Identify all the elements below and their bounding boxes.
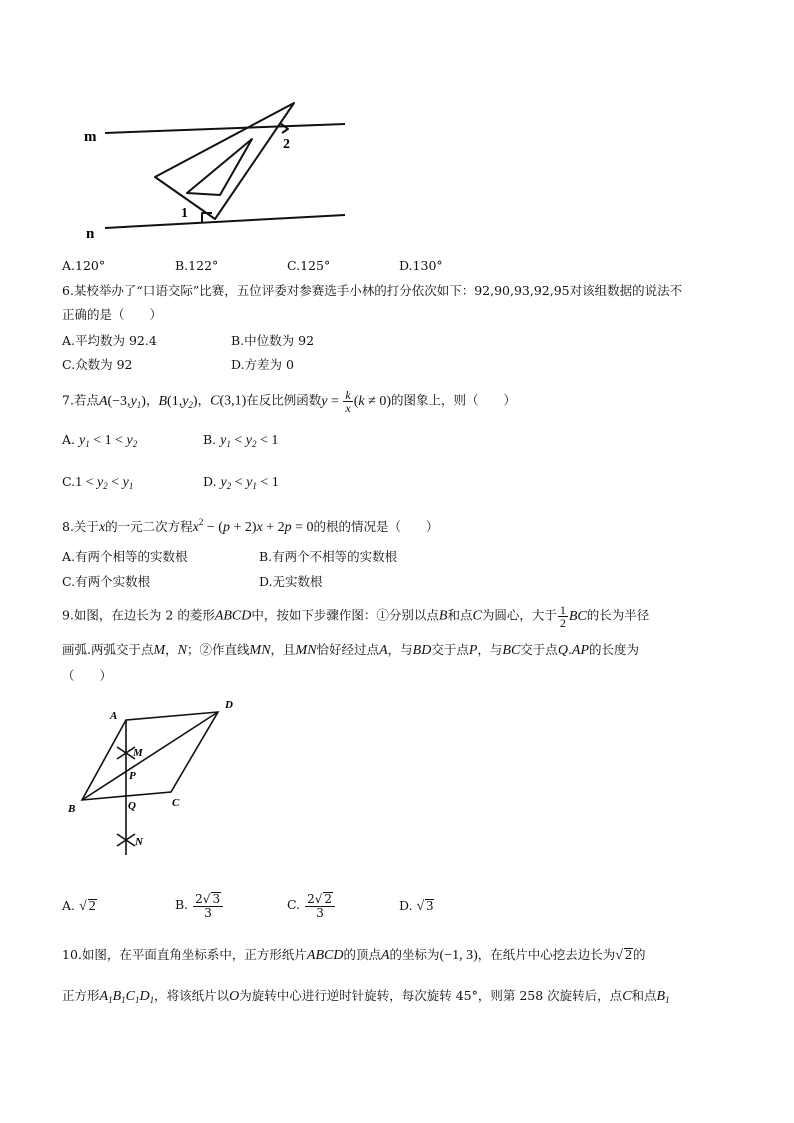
q7-option-a: A. $y_1 < 1 < y_2$: [62, 432, 138, 449]
q6-option-a: A.平均数为 92.4: [62, 333, 157, 348]
q9-stem-line2: 画弧.两弧交于点M，N；②作直线MN，且MN恰好经过点A，与BD交于点P，与BC交于点Q.AP的长度为: [62, 642, 640, 658]
q9-stem-line1: 9.如图，在边长为 2 的菱形ABCD中，按如下步骤作图：①分别以点B和点C为圆心，大于 $\frac{1}{2}$ BC的长为半径: [62, 603, 650, 630]
q7-mid-text: 在反比例函数: [246, 392, 322, 408]
q8-option-b: B.有两个不相等的实数根: [259, 549, 398, 564]
label-n: N: [135, 836, 143, 848]
q7-tail-text: 的图象上，则（ ）: [391, 392, 517, 408]
label-a: A: [110, 710, 118, 722]
q9-option-c: C. $\frac{2√ 2}{3}$: [287, 892, 336, 919]
diagonal-bd: [82, 712, 218, 800]
q5-option-a: A.120°: [62, 258, 106, 273]
q7-option-d: D. $y_2 < y_1 < 1$: [203, 474, 279, 491]
q8-option-d: D.无实数根: [259, 574, 323, 589]
label-m: M: [133, 747, 143, 759]
rhombus-figure: [62, 695, 252, 865]
q6-stem-line1: 6.某校举办了“口语交际”比赛，五位评委对参赛选手小林的打分依次如下：92,90,93,92,95对该组数据的说法不: [62, 283, 683, 298]
q7-option-c: $C.1 < y_2 < y_1$: [62, 474, 134, 491]
label-d: D: [225, 699, 233, 711]
q10-stem-line1: 10.如图，在平面直角坐标系中，正方形纸片ABCD的顶点A的坐标为(−1, 3)，在纸片中心挖去边长为√ 2的: [62, 947, 646, 963]
q10-stem-line2: 正方形$A_1B_1C_1D_1$，将该纸片以O为旋转中心进行逆时针旋转，每次旋转 45°，则第 258 次旋转后，点C和点$B_1$: [62, 988, 670, 1005]
q5-option-c: C.125°: [287, 258, 331, 273]
q9-option-b: B. $\frac{2√ 3}{3}$: [175, 892, 224, 919]
angle-2-mark: [280, 123, 288, 133]
q6-option-b: B.中位数为 92: [231, 333, 315, 348]
q7-option-b: B. $y_1 < y_2 < 1$: [203, 432, 279, 449]
q6-option-d: D.方差为 0: [231, 357, 294, 372]
label-b: B: [68, 803, 76, 815]
label-n: n: [86, 226, 95, 242]
label-m: m: [84, 129, 97, 145]
q8-option-a: A.有两个相等的实数根: [62, 549, 188, 564]
line-m: [105, 124, 345, 133]
q8-option-c: C.有两个实数根: [62, 574, 151, 589]
q7-number: 7.若点: [62, 392, 99, 408]
label-angle-2: 2: [283, 137, 290, 152]
q5-option-b: B.122°: [175, 258, 219, 273]
label-angle-1: 1: [181, 206, 188, 221]
label-q: Q: [128, 800, 136, 812]
q7-stem: 7.若点$A(-3,y_1)$，$B(1,y_2)$，C(3,1)在反比例函数y = $\frac{k}{x}$ (k ≠ 0)的图象上，则（ ）: [62, 388, 517, 415]
q8-stem: 8.关于x的一元二次方程$x^2 - (p + 2)x + 2p = 0$的根的情况是（ ）: [62, 517, 439, 535]
q9-option-d: D. √ 3: [399, 898, 434, 914]
line-n: [105, 215, 345, 228]
q5-option-d: D.130°: [399, 258, 443, 273]
set-square-inner: [187, 139, 252, 195]
label-p: P: [129, 770, 136, 782]
q9-option-a: A. √ 2: [62, 898, 96, 914]
q9-stem-line3: （ ）: [62, 668, 113, 683]
q6-option-c: C.众数为 92: [62, 357, 133, 372]
q6-stem-line2: 正确的是（ ）: [62, 307, 163, 322]
parallel-lines-triangle-figure: [80, 95, 380, 245]
label-c: C: [172, 797, 180, 809]
